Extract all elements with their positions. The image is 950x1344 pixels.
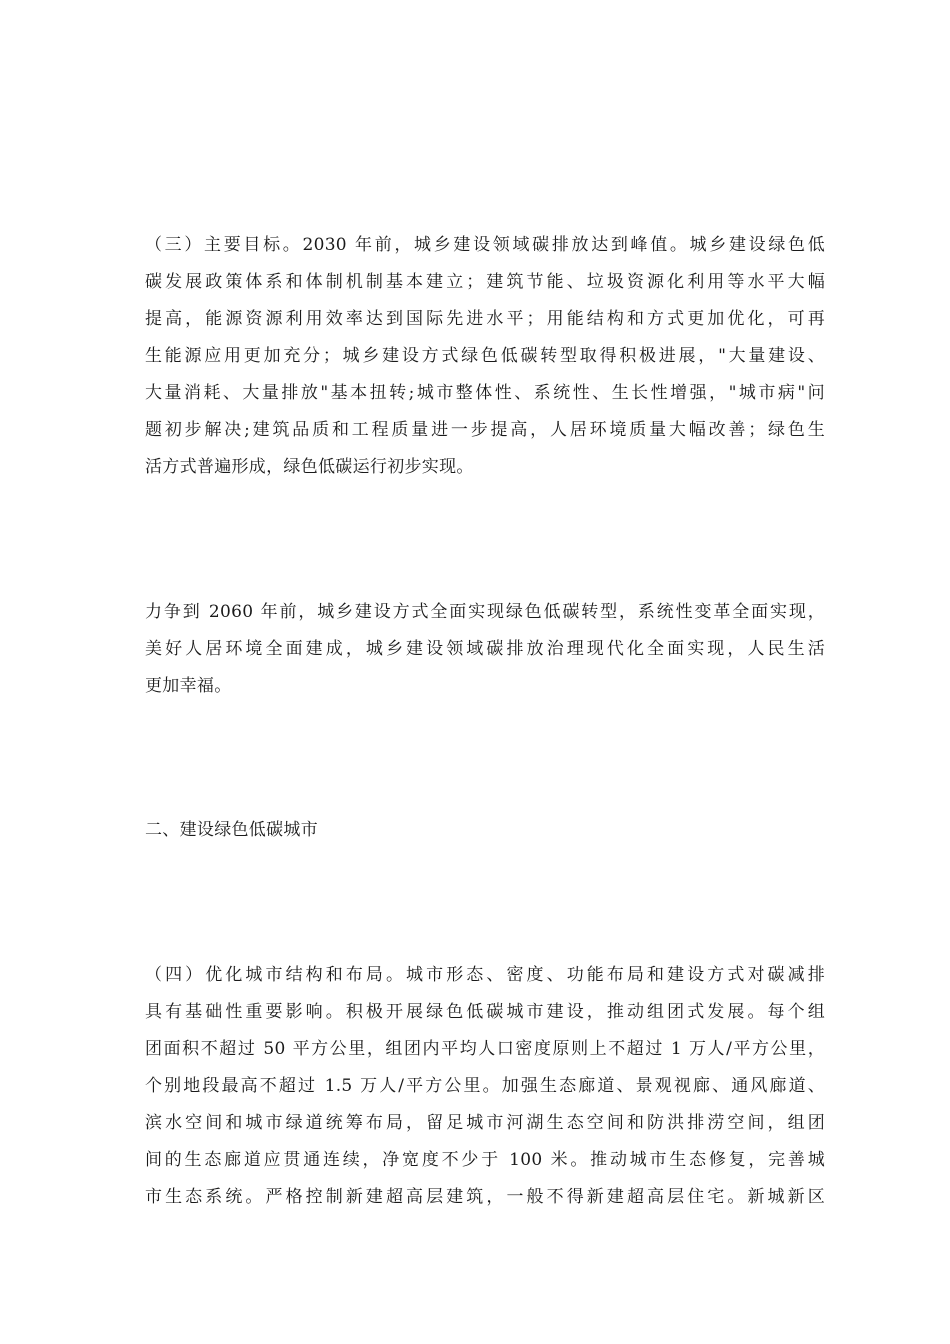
text-line: 滨水空间和城市绿道统筹布局，留足城市河湖生态空间和防洪排涝空间，组团 bbox=[145, 1113, 825, 1133]
text-line: 活方式普遍形成，绿色低碳运行初步实现。 bbox=[145, 457, 474, 477]
text-line: 间的生态廊道应贯通连续，净宽度不少于 100 米。推动城市生态修复，完善城 bbox=[145, 1150, 825, 1170]
text-line: 具有基础性重要影响。积极开展绿色低碳城市建设，推动组团式发展。每个组 bbox=[145, 1002, 825, 1022]
text-line: 美好人居环境全面建成，城乡建设领域碳排放治理现代化全面实现，人民生活 bbox=[145, 639, 825, 659]
text-line: 个别地段最高不超过 1.5 万人/平方公里。加强生态廊道、景观视廊、通风廊道、 bbox=[145, 1076, 825, 1096]
text-line: 题初步解决;建筑品质和工程质量进一步提高，人居环境质量大幅改善；绿色生 bbox=[145, 420, 825, 440]
text-line: 生能源应用更加充分；城乡建设方式绿色低碳转型取得积极进展，"大量建设、 bbox=[145, 346, 825, 366]
text-line: 市生态系统。严格控制新建超高层建筑，一般不得新建超高层住宅。新城新区 bbox=[145, 1187, 825, 1207]
text-line: （三）主要目标。2030 年前，城乡建设领域碳排放达到峰值。城乡建设绿色低 bbox=[145, 235, 825, 255]
text-line: 碳发展政策体系和体制机制基本建立；建筑节能、垃圾资源化利用等水平大幅 bbox=[145, 272, 825, 292]
text-line: 更加幸福。 bbox=[145, 676, 232, 696]
text-line: 团面积不超过 50 平方公里，组团内平均人口密度原则上不超过 1 万人/平方公里， bbox=[145, 1039, 825, 1059]
text-line: 提高，能源资源利用效率达到国际先进水平；用能结构和方式更加优化，可再 bbox=[145, 309, 825, 329]
text-line: 力争到 2060 年前，城乡建设方式全面实现绿色低碳转型，系统性变革全面实现， bbox=[145, 602, 825, 622]
text-line: 大量消耗、大量排放"基本扭转;城市整体性、系统性、生长性增强，"城市病"问 bbox=[145, 383, 825, 403]
heading-text: 二、建设绿色低碳城市 bbox=[145, 820, 318, 840]
text-line: （四）优化城市结构和布局。城市形态、密度、功能布局和建设方式对碳减排 bbox=[145, 965, 825, 985]
